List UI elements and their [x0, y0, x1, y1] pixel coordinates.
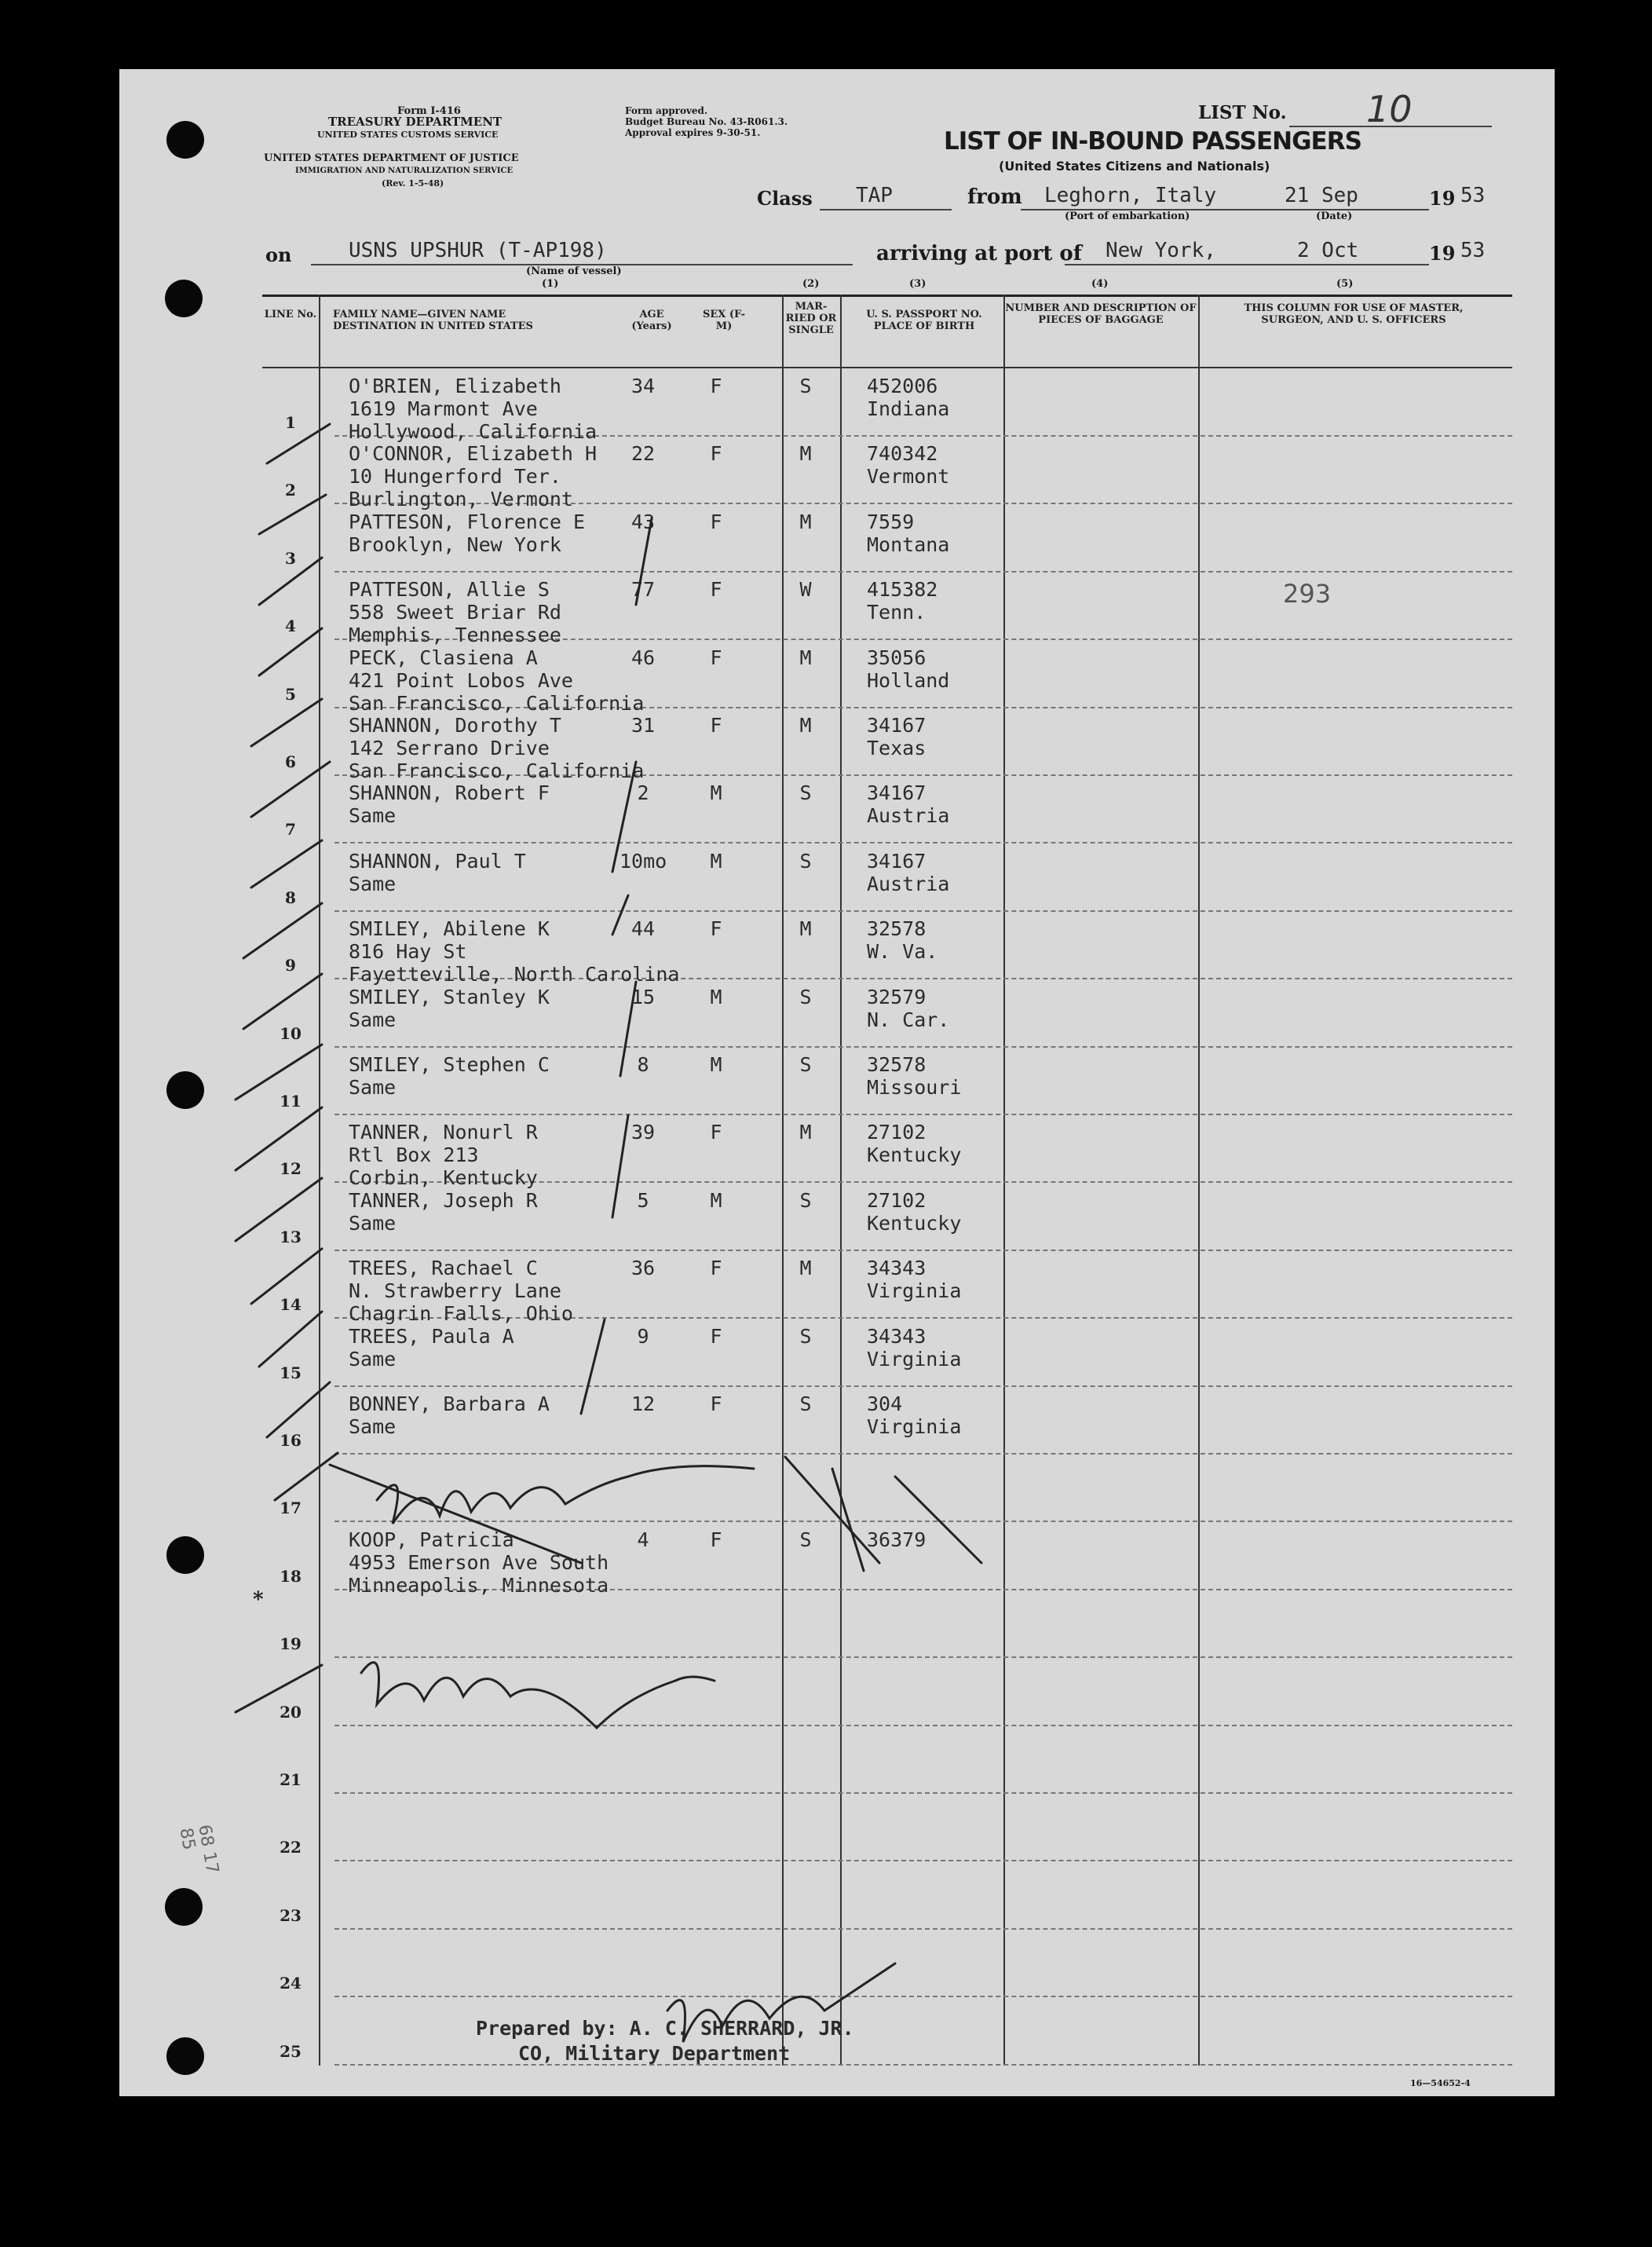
customs-service: UNITED STATES CUSTOMS SERVICE — [317, 130, 499, 140]
passport-number: 27102 — [867, 1188, 927, 1212]
passport-number: 452006 — [867, 375, 938, 397]
column-number: (5) — [1336, 278, 1354, 290]
line-number: 2 — [285, 481, 296, 500]
passenger-age: 8 — [637, 1053, 649, 1076]
embark-year: 53 — [1460, 184, 1486, 207]
place-of-birth: Tenn. — [867, 601, 927, 624]
passport-number: 34167 — [867, 781, 927, 805]
passenger-age: 43 — [630, 510, 656, 533]
passenger-name: TREES, Paula A — [349, 1324, 514, 1348]
passenger-name: TANNER, Nonurl R — [349, 1121, 538, 1144]
table-row — [262, 1522, 1512, 1597]
passenger-marital-status: S — [799, 781, 812, 805]
passenger-name: SHANNON, Robert F — [349, 781, 550, 805]
passenger-table — [262, 295, 1512, 2066]
line-number: 6 — [285, 752, 296, 771]
port-caption: (Port of embarkation) — [1065, 210, 1190, 222]
line-number: 3 — [285, 548, 296, 568]
passenger-age: 15 — [630, 985, 656, 1008]
place-of-birth: Kentucky — [867, 1211, 962, 1235]
place-of-birth: Austria — [867, 804, 950, 828]
treasury-department: TREASURY DEPARTMENT — [328, 115, 503, 129]
passenger-name: SHANNON, Paul T — [349, 849, 526, 873]
passenger-address-2: Fayetteville, North Carolina — [349, 963, 680, 986]
column-number: (3) — [909, 278, 927, 290]
line-number: 24 — [280, 1974, 302, 1993]
passenger-marital-status: M — [799, 1121, 812, 1144]
passenger-age: 34 — [630, 375, 656, 397]
port-of-embarkation: Leghorn, Italy — [1044, 184, 1217, 207]
passenger-age: 10mo — [620, 849, 667, 873]
passenger-sex: F — [710, 442, 722, 466]
margin-note: 68 17 85 — [175, 1823, 222, 1876]
department-of-justice: UNITED STATES DEPARTMENT OF JUSTICE — [264, 152, 519, 164]
passenger-sex: F — [710, 1257, 722, 1280]
passenger-age: 44 — [630, 917, 656, 941]
passenger-marital-status: S — [799, 849, 812, 873]
place-of-birth: Vermont — [867, 465, 950, 489]
line-number: 1 — [285, 413, 296, 432]
passenger-sex: M — [710, 781, 722, 805]
class-value: TAP — [856, 184, 893, 207]
passenger-marital-status: S — [799, 375, 812, 397]
line-number: 5 — [285, 684, 296, 704]
passport-number: 32579 — [867, 985, 927, 1008]
year-prefix: 19 — [1429, 187, 1456, 210]
passenger-age: 36 — [630, 1257, 656, 1280]
place-of-birth: Virginia — [867, 1347, 962, 1371]
line-number: 22 — [280, 1838, 302, 1857]
place-of-birth: N. Car. — [867, 1008, 950, 1031]
table-row — [262, 1726, 1512, 1794]
passport-number: 27102 — [867, 1121, 927, 1144]
table-row — [262, 436, 1512, 511]
passenger-marital-status: S — [799, 1392, 812, 1415]
passenger-address-1: Brooklyn, New York — [349, 532, 561, 556]
print-code: 16—54652-4 — [1410, 2078, 1471, 2088]
passenger-sex: F — [710, 510, 722, 533]
passenger-address-2: Burlington, Vermont — [349, 488, 573, 511]
passenger-name: TANNER, Joseph R — [349, 1188, 538, 1212]
column-number: (4) — [1091, 278, 1109, 290]
passenger-address-1: 558 Sweet Briar Rd — [349, 601, 561, 624]
passenger-address-1: Rtl Box 213 — [349, 1144, 479, 1167]
passenger-marital-status: M — [799, 714, 812, 737]
line-number: 11 — [280, 1092, 302, 1111]
passenger-address-2: Minneapolis, Minnesota — [349, 1573, 609, 1597]
passport-number: 34343 — [867, 1324, 927, 1348]
line-number: 20 — [280, 1702, 302, 1722]
col-passport-birth: U. S. PASSPORT NO. PLACE OF BIRTH — [866, 309, 982, 332]
table-row — [262, 1250, 1512, 1326]
passenger-sex: M — [710, 1053, 722, 1076]
passenger-marital-status: M — [799, 510, 812, 533]
passenger-name: TREES, Rachael C — [349, 1257, 538, 1280]
place-of-birth: Holland — [867, 668, 950, 692]
passenger-sex: F — [710, 578, 722, 602]
passenger-name: SMILEY, Stanley K — [349, 985, 550, 1008]
passenger-address-1: 816 Hay St — [349, 940, 467, 964]
passenger-address-1: 421 Point Lobos Ave — [349, 668, 573, 692]
prepared-by: Prepared by: A. C. SHERRARD, JR. — [476, 2017, 854, 2040]
passport-number: 34343 — [867, 1257, 927, 1280]
passenger-marital-status: M — [799, 646, 812, 669]
table-row — [262, 1997, 1512, 2066]
passenger-name: O'BRIEN, Elizabeth — [349, 375, 561, 397]
col-married: MAR-RIED OR SINGLE — [785, 301, 837, 336]
passenger-name: SMILEY, Stephen C — [349, 1053, 550, 1076]
passenger-address-1: Same — [349, 872, 397, 895]
passenger-name: BONNEY, Barbara A — [349, 1392, 550, 1415]
passenger-name: O'CONNOR, Elizabeth H — [349, 442, 598, 466]
passenger-address-2: Chagrin Falls, Ohio — [349, 1302, 573, 1326]
passport-number: 740342 — [867, 442, 938, 466]
column-number: (1) — [542, 278, 559, 290]
passenger-sex: F — [710, 1392, 722, 1415]
passenger-address-1: Same — [349, 1347, 397, 1371]
passenger-address-1: N. Strawberry Lane — [349, 1279, 561, 1303]
table-row — [262, 1793, 1512, 1861]
passenger-marital-status: S — [799, 1528, 812, 1551]
class-label: Class — [757, 187, 813, 210]
table-row — [262, 1047, 1512, 1115]
passport-number: 35056 — [867, 646, 927, 669]
form-number: Form I-416 — [397, 105, 461, 117]
binder-hole — [166, 121, 204, 159]
binder-hole — [166, 1071, 204, 1109]
passenger-sex: F — [710, 1324, 722, 1348]
line-number: 16 — [280, 1431, 302, 1450]
prepared-title: CO, Military Department — [518, 2042, 791, 2065]
passenger-address-1: Same — [349, 1211, 397, 1235]
place-of-birth: Indiana — [867, 397, 950, 420]
passport-number: 32578 — [867, 917, 927, 941]
passport-number: 34167 — [867, 849, 927, 873]
passenger-marital-status: S — [799, 1188, 812, 1212]
passenger-address-2: San Francisco, California — [349, 759, 645, 782]
passenger-name: SMILEY, Abilene K — [349, 917, 550, 941]
binder-hole — [166, 1536, 204, 1574]
passenger-address-2: San Francisco, California — [349, 691, 645, 715]
line-number: 19 — [280, 1634, 302, 1654]
passenger-address-1: Same — [349, 1415, 397, 1438]
form-approved: Form approved. — [625, 105, 708, 116]
passenger-address-1: 4953 Emerson Ave South — [349, 1550, 609, 1574]
passport-number: 32578 — [867, 1053, 927, 1076]
place-of-birth: Kentucky — [867, 1144, 962, 1167]
table-row — [262, 368, 1512, 443]
passenger-address-1: 142 Serrano Drive — [349, 737, 550, 759]
table-row — [262, 504, 1512, 573]
table-row — [262, 979, 1512, 1048]
table-row — [262, 708, 1512, 782]
place-of-birth: Texas — [867, 737, 927, 759]
passport-number: 36379 — [867, 1528, 927, 1551]
passport-number: 34167 — [867, 714, 927, 737]
passport-number: 415382 — [867, 578, 938, 602]
passenger-marital-status: S — [799, 1324, 812, 1348]
passenger-name: PATTESON, Florence E — [349, 510, 586, 533]
arrival-date: 2 Oct — [1297, 239, 1359, 262]
table-row — [262, 844, 1512, 912]
table-row — [262, 1658, 1512, 1726]
col-officers: THIS COLUMN FOR USE OF MASTER, SURGEON, AND U. S. OFFICERS — [1244, 302, 1464, 326]
passenger-age: 9 — [637, 1324, 649, 1348]
arrival-port: New York, — [1106, 239, 1216, 262]
on-label: on — [265, 243, 292, 266]
table-row — [262, 1319, 1512, 1387]
passenger-age: 46 — [630, 646, 656, 669]
table-row — [262, 572, 1512, 647]
place-of-birth: Austria — [867, 872, 950, 895]
line-number: 4 — [285, 617, 296, 636]
date-caption: (Date) — [1316, 210, 1353, 222]
passenger-name: PECK, Clasiena A — [349, 646, 538, 669]
table-row — [262, 1590, 1512, 1658]
line-number: 8 — [285, 887, 296, 907]
budget-bureau: Budget Bureau No. 43-R061.3. — [625, 116, 788, 127]
passenger-age: 12 — [630, 1392, 656, 1415]
binder-hole — [166, 2037, 204, 2075]
passenger-marital-status: M — [799, 1257, 812, 1280]
table-row — [262, 640, 1512, 715]
passenger-sex: M — [710, 1188, 722, 1212]
passenger-age: 22 — [630, 442, 656, 466]
approval-expires: Approval expires 9-30-51. — [625, 127, 761, 138]
line-number: 14 — [280, 1295, 302, 1315]
place-of-birth: Montana — [867, 532, 950, 556]
line-number: 12 — [280, 1159, 302, 1179]
passenger-address-1: Same — [349, 1008, 397, 1031]
passenger-sex: F — [710, 375, 722, 397]
passenger-marital-status: W — [799, 578, 812, 602]
passenger-sex: M — [710, 985, 722, 1008]
passenger-name: KOOP, Patricia — [349, 1528, 514, 1551]
line-number: 21 — [280, 1770, 302, 1789]
table-row — [262, 1929, 1512, 1997]
table-row — [262, 1386, 1512, 1455]
column-number: (2) — [802, 278, 820, 290]
passenger-age: 2 — [637, 781, 649, 805]
passenger-address-1: 1619 Marmont Ave — [349, 397, 538, 420]
list-no-label: LIST No. — [1198, 102, 1287, 123]
place-of-birth: W. Va. — [867, 940, 938, 964]
vessel-name: USNS UPSHUR (T-AP198) — [349, 239, 607, 262]
officer-note: 293 — [1283, 579, 1332, 609]
table-row — [262, 1861, 1512, 1930]
passport-number: 7559 — [867, 510, 915, 533]
passenger-sex: F — [710, 714, 722, 737]
passenger-address-1: 10 Hungerford Ter. — [349, 465, 561, 489]
passenger-sex: F — [710, 646, 722, 669]
passenger-address-2: Hollywood, California — [349, 420, 598, 443]
col-baggage: NUMBER AND DESCRIPTION OF PIECES OF BAGGAGE — [1005, 302, 1197, 326]
line-number: 15 — [280, 1363, 302, 1382]
passenger-age: 77 — [630, 578, 656, 602]
passenger-address-1: Same — [349, 1076, 397, 1099]
passenger-age: 39 — [630, 1121, 656, 1144]
table-row — [262, 1114, 1512, 1190]
line-number: 10 — [280, 1023, 302, 1043]
passenger-sex: F — [710, 1528, 722, 1551]
asterisk-mark: * — [253, 1588, 264, 1612]
line-number: 17 — [280, 1499, 302, 1518]
document-subtitle: (United States Citizens and Nationals) — [999, 159, 1270, 174]
passenger-marital-status: M — [799, 917, 812, 941]
col-name-destination: FAMILY NAME—GIVEN NAME DESTINATION IN UNITED STATES — [333, 309, 533, 332]
passenger-marital-status: S — [799, 1053, 812, 1076]
arrival-year: 53 — [1460, 239, 1486, 262]
document-title: LIST OF IN-BOUND PASSENGERS — [944, 127, 1361, 156]
col-age: AGE (Years) — [631, 309, 672, 332]
passenger-marital-status: S — [799, 985, 812, 1008]
arriving-label: arriving at port of — [876, 242, 1082, 265]
col-line-no: LINE No. — [264, 309, 317, 320]
passenger-age: 4 — [637, 1528, 649, 1551]
passenger-sex: F — [710, 1121, 722, 1144]
place-of-birth: Missouri — [867, 1076, 962, 1099]
line-number: 25 — [280, 2041, 302, 2061]
line-number: 7 — [285, 820, 296, 840]
from-label: from — [967, 185, 1022, 209]
place-of-birth: Virginia — [867, 1415, 962, 1438]
place-of-birth: Virginia — [867, 1279, 962, 1303]
list-number: 10 — [1366, 88, 1413, 130]
vessel-caption: (Name of vessel) — [526, 265, 622, 277]
col-sex: SEX (F-M) — [702, 309, 746, 332]
passenger-sex: M — [710, 849, 722, 873]
passenger-name: PATTESON, Allie S — [349, 578, 550, 602]
passenger-age: 5 — [637, 1188, 649, 1212]
line-number: 13 — [280, 1227, 302, 1246]
ins-service: IMMIGRATION AND NATURALIZATION SERVICE — [295, 167, 514, 175]
passenger-address-1: Same — [349, 804, 397, 828]
passenger-age: 31 — [630, 714, 656, 737]
embark-date: 21 Sep — [1285, 184, 1358, 207]
passenger-marital-status: M — [799, 442, 812, 466]
table-row — [262, 1183, 1512, 1251]
binder-hole — [165, 280, 203, 317]
passenger-address-2: Corbin, Kentucky — [349, 1166, 538, 1190]
passenger-address-2: Memphis, Tennessee — [349, 624, 561, 647]
table-row — [262, 911, 1512, 986]
year-prefix: 19 — [1429, 242, 1456, 265]
passport-number: 304 — [867, 1392, 903, 1415]
revision: (Rev. 1-5-48) — [382, 178, 444, 188]
line-number: 9 — [285, 956, 296, 975]
passenger-sex: F — [710, 917, 722, 941]
passenger-name: SHANNON, Dorothy T — [349, 714, 561, 737]
table-row — [262, 1454, 1512, 1522]
line-number: 18 — [280, 1566, 302, 1586]
table-row — [262, 775, 1512, 844]
line-number: 23 — [280, 1905, 302, 1925]
